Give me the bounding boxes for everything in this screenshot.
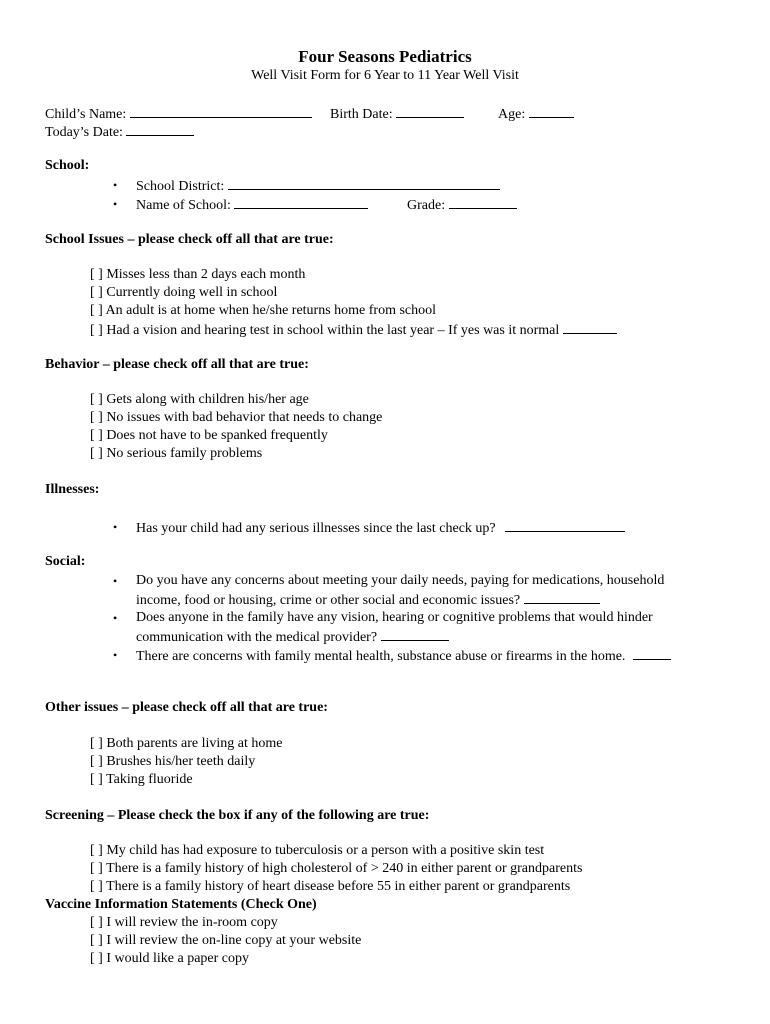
illnesses-answer-field[interactable] (505, 518, 625, 532)
behavior-checkbox[interactable]: [ ] Gets along with children his/her age (90, 392, 309, 407)
vaccine-checkbox[interactable]: [ ] I will review the in-room copy (90, 915, 278, 930)
social-q1-field[interactable] (524, 590, 600, 604)
behavior-heading: Behavior – please check off all that are true: (45, 357, 309, 372)
illnesses-heading: Illnesses: (45, 482, 100, 497)
age-row (498, 104, 574, 124)
school-district-field[interactable] (228, 176, 500, 190)
grade-label: Grade: (407, 198, 446, 213)
school-issue-checkbox[interactable]: [ ] Misses less than 2 days each month (90, 267, 306, 282)
page-title: Four Seasons Pediatrics (298, 47, 472, 66)
behavior-checkbox[interactable]: [ ] Does not have to be spanked frequently (90, 428, 328, 443)
social-heading: Social: (45, 554, 86, 569)
age-field[interactable] (529, 104, 574, 118)
childs-name-row (45, 104, 312, 124)
school-district-row (136, 176, 500, 196)
vaccine-heading: Vaccine Information Statements (Check One) (45, 897, 317, 912)
social-q3-field[interactable] (633, 646, 671, 660)
screening-checkbox[interactable]: [ ] My child has had exposure to tuberculosis or a person with a positive skin test (90, 843, 545, 858)
todays-date-row (45, 122, 194, 142)
vaccine-checkbox[interactable]: [ ] I will review the on-line copy at your website (90, 933, 362, 948)
bullet-icon: • (113, 574, 118, 588)
screening-heading: Screening – Please check the box if any of the following are true: (45, 808, 430, 823)
screening-checkbox[interactable]: [ ] There is a family history of heart disease before 55 in either parent or grandparents (90, 879, 571, 894)
other-issue-checkbox[interactable]: [ ] Taking fluoride (90, 772, 193, 787)
illnesses-question-row (136, 518, 625, 538)
school-heading: School: (45, 158, 90, 173)
school-issue-checkbox[interactable]: [ ] An adult is at home when he/she returns home from school (90, 303, 437, 318)
social-q2-row (136, 627, 449, 647)
school-issues-heading: School Issues – please check off all that are true: (45, 232, 334, 247)
other-issues-heading: Other issues – please check off all that are true: (45, 700, 328, 715)
bullet-icon: • (113, 520, 118, 534)
grade-row (407, 195, 517, 215)
school-name-field[interactable] (234, 195, 368, 209)
behavior-checkbox[interactable]: [ ] No serious family problems (90, 446, 263, 461)
school-issue-checkbox[interactable]: [ ] Currently doing well in school (90, 285, 278, 300)
bullet-icon: • (113, 611, 118, 625)
vision-hearing-row (90, 320, 617, 340)
bullet-icon: • (113, 178, 118, 192)
school-name-label: Name of School: (136, 198, 231, 213)
birth-date-row (330, 104, 464, 124)
screening-checkbox[interactable]: [ ] There is a family history of high cholesterol of > 240 in either parent or grandparents (90, 861, 583, 876)
social-q3-row (136, 646, 671, 666)
social-q3: There are concerns with family mental health, substance abuse or firearms in the home. (136, 649, 626, 664)
bullet-icon: • (113, 197, 118, 211)
birth-date-label: Birth Date: (330, 107, 393, 122)
form-subtitle: Well Visit Form for 6 Year to 11 Year Well Visit (251, 68, 519, 83)
social-q1-line2: income, food or housing, crime or other social and economic issues? (136, 593, 521, 608)
bullet-icon: • (113, 648, 118, 662)
other-issue-checkbox[interactable]: [ ] Brushes his/her teeth daily (90, 754, 256, 769)
behavior-checkbox[interactable]: [ ] No issues with bad behavior that needs to change (90, 410, 383, 425)
vision-normal-field[interactable] (563, 320, 617, 334)
age-label: Age: (498, 107, 526, 122)
school-name-row (136, 195, 368, 215)
school-issue-checkbox[interactable]: [ ] Had a vision and hearing test in school within the last year – If yes was it normal (90, 323, 560, 338)
birth-date-field[interactable] (396, 104, 464, 118)
vaccine-checkbox[interactable]: [ ] I would like a paper copy (90, 951, 249, 966)
social-q2-line1: Does anyone in the family have any vision, hearing or cognitive problems that would hinder (136, 610, 653, 625)
social-q2-field[interactable] (381, 627, 449, 641)
other-issue-checkbox[interactable]: [ ] Both parents are living at home (90, 736, 283, 751)
school-district-label: School District: (136, 179, 225, 194)
social-q1-row (136, 590, 600, 610)
grade-field[interactable] (449, 195, 517, 209)
social-q1-line1: Do you have any concerns about meeting your daily needs, paying for medications, household (136, 573, 665, 588)
social-q2-line2: communication with the medical provider? (136, 630, 378, 645)
todays-date-label: Today’s Date: (45, 125, 123, 140)
illnesses-question: Has your child had any serious illnesses since the last check up? (136, 521, 496, 536)
childs-name-label: Child’s Name: (45, 107, 127, 122)
childs-name-field[interactable] (130, 104, 312, 118)
todays-date-field[interactable] (126, 122, 194, 136)
